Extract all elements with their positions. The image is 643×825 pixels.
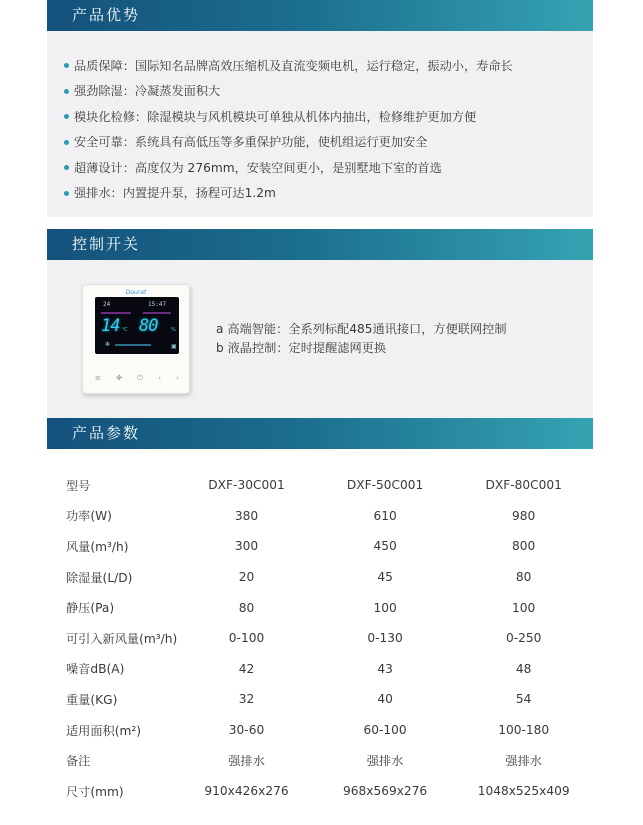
cell-model-80: 54: [515, 692, 532, 707]
cell-model-80: 800: [512, 539, 536, 554]
cell-model-80: 100: [512, 600, 536, 615]
table-row: [47, 684, 593, 715]
cell-model-30: 80: [238, 600, 255, 615]
bullet-icon: [64, 191, 69, 196]
bullet-icon: [64, 89, 69, 94]
row-label: 可引入新风量(m³/h): [66, 631, 178, 646]
row-label: 重量(KG): [66, 692, 118, 707]
power-button-icon: ⏻: [137, 374, 143, 382]
controller-buttons: [95, 374, 179, 383]
row-label: 适用面积(m²): [66, 723, 142, 738]
cell-model-50: 968x569x276: [342, 784, 428, 799]
cell-model-30: 20: [238, 570, 255, 585]
cell-model-30: 30-60: [228, 723, 265, 738]
bullet-icon: [64, 165, 69, 170]
table-row: [47, 745, 593, 776]
cell-model-80: 1048x525x409: [477, 784, 570, 799]
advantage-item: [64, 130, 513, 156]
screen-mode-readout: 24: [103, 301, 111, 308]
bullet-icon: [64, 114, 69, 119]
params-section-header: 产品参数: [47, 418, 593, 449]
table-row: [47, 562, 593, 593]
row-label: 备注: [66, 754, 91, 769]
row-label: 静压(Pa): [66, 601, 115, 616]
cell-model-80: 强排水: [505, 754, 542, 769]
table-row: [47, 531, 593, 562]
table-row: [47, 470, 593, 501]
lock-icon: ▣: [171, 343, 177, 350]
bullet-icon: [64, 63, 69, 68]
screen-clock: 15:47: [148, 301, 167, 308]
table-row: [47, 654, 593, 685]
cell-model-30: 910x426x276: [204, 784, 289, 799]
fan-button-icon: ✤: [116, 374, 123, 382]
right-arrow-icon: ›: [176, 374, 179, 382]
cell-model-50: 43: [377, 661, 393, 676]
cell-model-50: 40: [377, 692, 393, 707]
advantage-text: 安全可靠：系统具有高低压等多重保护功能，使机组运行更加安全: [74, 135, 428, 150]
menu-button-icon: ≡: [95, 374, 101, 382]
cell-model-80: 100-180: [498, 723, 550, 738]
table-row: [47, 715, 593, 746]
cell-model-50: 强排水: [366, 754, 404, 769]
row-label: 型号: [66, 478, 91, 493]
table-row: [47, 592, 593, 623]
screen-humidity-unit: %: [171, 327, 176, 333]
cell-model-30: 300: [234, 539, 259, 554]
advantage-item: [64, 155, 513, 181]
cell-model-50: 450: [373, 539, 397, 554]
table-row: [47, 501, 593, 532]
advantage-text: 超薄设计：高度仅为 276mm，安装空间更小，是别墅地下室的首选: [74, 160, 442, 175]
control-feature-item: a 高端智能：全系列标配485通讯接口，方便联网控制: [216, 322, 507, 336]
cell-model-30: 0-100: [228, 631, 265, 646]
advantages-section-header: 产品优势: [47, 0, 593, 31]
cell-model-50: DXF-50C001: [346, 478, 424, 493]
advantages-list: [64, 53, 513, 206]
bullet-icon: [64, 140, 69, 145]
table-row: [47, 623, 593, 654]
screen-indicator-bar: [143, 312, 171, 314]
row-label: 尺寸(mm): [66, 784, 124, 799]
advantage-text: 模块化检修：除湿模块与风机模块可单独从机体内抽出，检修维护更加方便: [74, 109, 477, 124]
table-row: [47, 776, 593, 807]
fan-icon: ✻: [105, 341, 111, 348]
cell-model-80: 80: [515, 570, 532, 585]
cell-model-50: 45: [377, 570, 393, 585]
cell-model-30: 380: [234, 508, 259, 523]
cell-model-80: 48: [515, 661, 532, 676]
row-label: 除湿量(L/D): [66, 570, 133, 585]
advantage-text: 强劲除湿：冷凝蒸发面积大: [74, 84, 221, 99]
advantage-item: [64, 104, 513, 130]
cell-model-80: 0-250: [505, 631, 542, 646]
controller-screen: [95, 297, 179, 354]
cell-model-80: DXF-80C001: [485, 478, 562, 493]
advantage-item: [64, 79, 513, 105]
advantage-text: 强排水：内置提升泵，扬程可达1.2m: [74, 186, 276, 201]
controller-image: [82, 284, 190, 394]
control-features: [216, 320, 507, 358]
control-section-header: 控制开关: [47, 229, 593, 260]
row-label: 风量(m³/h): [66, 539, 129, 554]
screen-indicator-bar: [101, 312, 131, 314]
screen-fan-level: [115, 344, 151, 346]
cell-model-50: 100: [373, 600, 397, 615]
cell-model-50: 0-130: [367, 631, 403, 646]
cell-model-80: 980: [512, 508, 536, 523]
screen-temperature: 14: [101, 316, 120, 336]
cell-model-30: 32: [238, 692, 255, 707]
left-arrow-icon: ‹: [158, 374, 161, 382]
advantage-item: [64, 53, 513, 79]
cell-model-50: 610: [373, 508, 397, 523]
screen-humidity: 80: [139, 316, 158, 336]
params-table: [47, 470, 593, 807]
advantage-item: [64, 181, 513, 207]
row-label: 噪音dB(A): [66, 662, 125, 677]
row-label: 功率(W): [66, 509, 112, 524]
cell-model-30: 强排水: [228, 754, 265, 769]
advantage-text: 品质保障：国际知名品牌高效压缩机及直流变频电机，运行稳定，振动小，寿命长: [74, 58, 513, 73]
cell-model-50: 60-100: [363, 723, 407, 738]
cell-model-30: DXF-30C001: [208, 478, 285, 493]
control-feature-item: b 液晶控制：定时提醒滤网更换: [216, 341, 387, 355]
screen-temperature-unit: ℃: [122, 327, 128, 333]
cell-model-30: 42: [238, 661, 255, 676]
controller-brand-logo: Dourat: [125, 289, 147, 296]
